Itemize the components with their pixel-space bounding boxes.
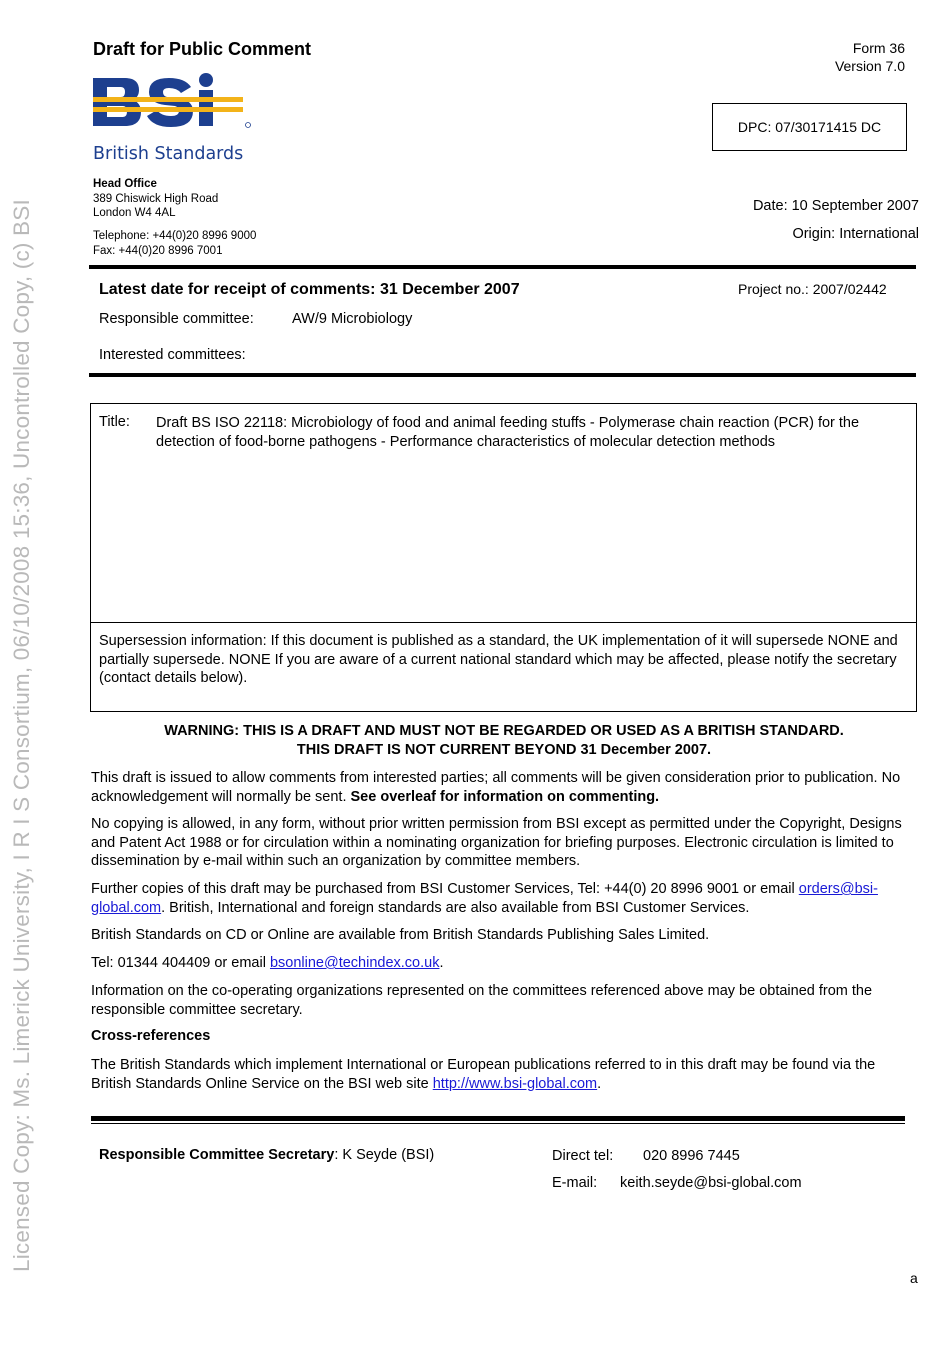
office-contact	[93, 229, 256, 259]
bsi-website-link[interactable]: http://www.bsi-global.com	[432, 1075, 598, 1092]
supersession-info: Supersession information: If this document is published as a standard, the UK implementation of it will supersede NONE and partially supersede. NONE If you are aware of a current national standard which may be affected, please notify the secretary (contact details below).	[99, 633, 898, 686]
responsible-committee-label: Responsible committee:	[99, 311, 254, 327]
form-info	[835, 39, 905, 75]
interested-committees-label: Interested committees:	[99, 347, 246, 363]
cross-references-text-end: .	[597, 1075, 602, 1092]
paragraph-cd-online: British Standards on CD or Online are available from British Standards Publishing Sales Limited.	[91, 927, 710, 943]
address-line-1: 389 Chiswick High Road	[93, 192, 219, 205]
document-title: Draft BS ISO 22118: Microbiology of food and animal feeding stuffs - Polymerase chain reaction (PCR) for the detection of food-borne pathogens - Performance characteristics of molecular detection methods	[156, 415, 860, 450]
logo-text: British Standards	[93, 144, 244, 164]
committee-secretary	[99, 1147, 434, 1163]
meta-divider	[89, 373, 916, 377]
paragraph-comments	[91, 769, 916, 806]
paragraph-cross-references	[91, 1056, 916, 1093]
head-office-heading: Head Office	[93, 178, 157, 190]
head-office-address	[93, 177, 218, 221]
date-origin	[753, 192, 919, 248]
further-copies-text: Further copies of this draft may be purchased from BSI Customer Services, Tel: +44(0) 20 8996 9001 or email	[91, 881, 799, 897]
document-origin: Origin: International	[792, 226, 919, 242]
cross-references-text: The British Standards which implement International or European publications referred to in this draft may be found via the British Standards Online Service on the BSI web site	[91, 1057, 876, 1092]
document-date: Date: 10 September 2007	[752, 198, 919, 214]
header-divider	[89, 265, 916, 269]
tel-text: Tel: 01344 404409 or email	[91, 955, 270, 971]
footer-divider	[91, 1116, 905, 1121]
comments-text: This draft is issued to allow comments from interested parties; all comments will be given consideration prior to publication. No acknowledgement will normally be sent.	[91, 770, 901, 805]
address-line-2: London W4 4AL	[93, 207, 176, 219]
secretary-value: : K Seyde (BSI)	[334, 1147, 435, 1163]
dpc-reference-box: DPC: 07/30171415 DC	[712, 103, 907, 151]
bsi-logo	[93, 70, 253, 165]
form-version: Version 7.0	[834, 58, 905, 74]
comments-bold-note: See overleaf for information on commenting.	[350, 788, 660, 805]
paragraph-further-copies	[91, 880, 916, 917]
further-copies-text-end: . British, International and foreign standards are also available from BSI Customer Services.	[161, 899, 750, 916]
latest-comment-date: Latest date for receipt of comments: 31 December 2007	[99, 281, 520, 298]
paragraph-tel	[91, 954, 916, 973]
cross-references-heading: Cross-references	[91, 1028, 211, 1044]
email-value: keith.seyde@bsi-global.com	[620, 1175, 802, 1191]
tel-text-end: .	[439, 955, 444, 971]
footer-divider-thin	[91, 1123, 905, 1124]
project-number: Project no.: 2007/02442	[738, 281, 887, 297]
bsonline-email-link[interactable]: bsonline@techindex.co.uk	[269, 955, 440, 971]
direct-tel-value: 020 8996 7445	[643, 1148, 740, 1164]
draft-title: Draft for Public Comment	[93, 39, 312, 59]
draft-warning	[90, 722, 918, 759]
responsible-committee-value: AW/9 Microbiology	[292, 311, 413, 327]
warning-line-2: THIS DRAFT IS NOT CURRENT BEYOND 31 December 2007.	[296, 741, 712, 758]
title-label: Title:	[99, 414, 130, 430]
paragraph-cooperating: Information on the co-operating organizations represented on the committees referenced above may be obtained from the responsible committee secretary.	[91, 983, 873, 1018]
direct-tel-label: Direct tel:	[552, 1148, 614, 1164]
email-label: E-mail:	[552, 1175, 598, 1191]
form-number: Form 36	[852, 40, 905, 56]
page-letter: a	[910, 1270, 918, 1286]
paragraph-copying: No copying is allowed, in any form, without prior written permission from BSI except as permitted under the Copyright, Designs and Patent Act 1988 or for circulation within a nominating organization for briefing purposes. Electronic circulation is limited to dissemination by e-mail within such an organization by committee members.	[91, 816, 902, 869]
orders-email-link[interactable]: orders@bsi-global.com	[91, 881, 878, 916]
license-watermark: Licensed Copy: Ms. Limerick University, I R I S Consortium, 06/10/2008 15:36, Uncontrolled Copy, (c) BSI	[9, 199, 34, 1272]
secretary-label: Responsible Committee Secretary	[99, 1147, 335, 1163]
office-fax: Fax: +44(0)20 8996 7001	[93, 245, 223, 257]
office-telephone: Telephone: +44(0)20 8996 9000	[93, 230, 257, 242]
warning-line-1: WARNING: THIS IS A DRAFT AND MUST NOT BE REGARDED OR USED AS A BRITISH STANDARD.	[164, 723, 844, 739]
